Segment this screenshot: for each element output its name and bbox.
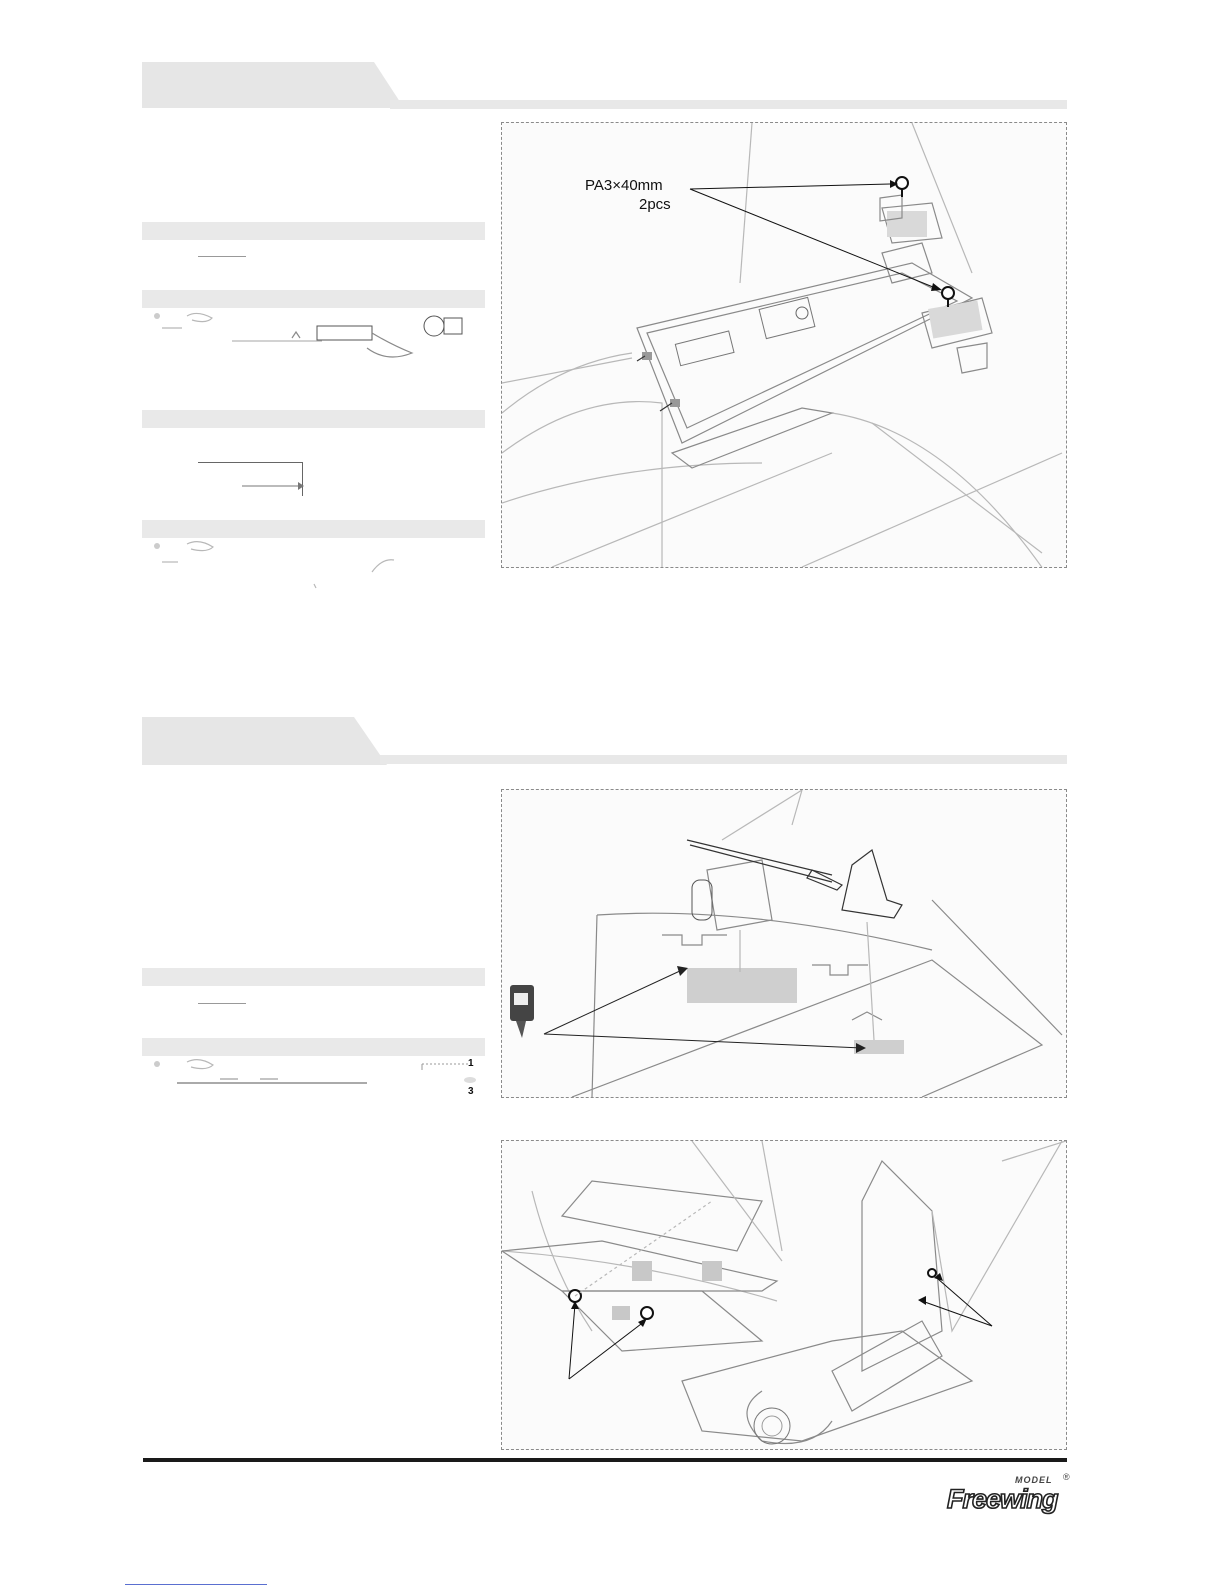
- section-1-title-tab: [142, 62, 404, 108]
- step-number-3: 3: [468, 1086, 474, 1097]
- figure-panel-2: [501, 789, 1067, 1098]
- section-1-strip-4: [142, 520, 485, 538]
- section-2-strip-2: [142, 1038, 485, 1056]
- footer-rule: [143, 1458, 1067, 1462]
- screw-quantity-label: 2pcs: [639, 196, 671, 213]
- section-1-strip-1: [142, 222, 485, 240]
- brand-registered-mark: ®: [1063, 1472, 1070, 1482]
- brand-logo: [945, 1472, 1070, 1524]
- wing-attach-drawing: [502, 1141, 1066, 1449]
- underline-mark-2: [198, 1003, 246, 1004]
- figure-panel-3: [501, 1140, 1067, 1450]
- glue-bottle-icon: [510, 985, 534, 1038]
- hinge-sketch: [142, 1056, 485, 1100]
- dimension-arrow: [240, 480, 310, 492]
- section-2-title-bar: [380, 755, 1067, 764]
- wing-screw-right-icon: [641, 1307, 653, 1319]
- section-2-strip-1: [142, 968, 485, 986]
- linkage-sketch: [142, 308, 485, 368]
- brand-model-text: MODEL: [1015, 1475, 1053, 1485]
- screw-spec-label: PA3×40mm: [585, 177, 663, 194]
- wing-servo-drawing: [502, 790, 1066, 1097]
- screw-lower-icon: [942, 287, 954, 307]
- section-1-strip-3: [142, 410, 485, 428]
- section-1-strip-2: [142, 290, 485, 308]
- screw-upper-icon: [896, 177, 908, 197]
- tail-screw-icon: [928, 1269, 936, 1277]
- section-1-title-bar: [390, 100, 1067, 109]
- step-bullet: [154, 313, 160, 319]
- tool-sketch: [142, 538, 485, 594]
- section-2-title-tab: [142, 717, 387, 765]
- step-number-1: 1: [468, 1058, 474, 1069]
- brand-name-text: Freewing: [947, 1484, 1058, 1514]
- dimension-line-top: [198, 462, 302, 463]
- underline-mark: [198, 256, 246, 257]
- figure-panel-1: [501, 122, 1067, 568]
